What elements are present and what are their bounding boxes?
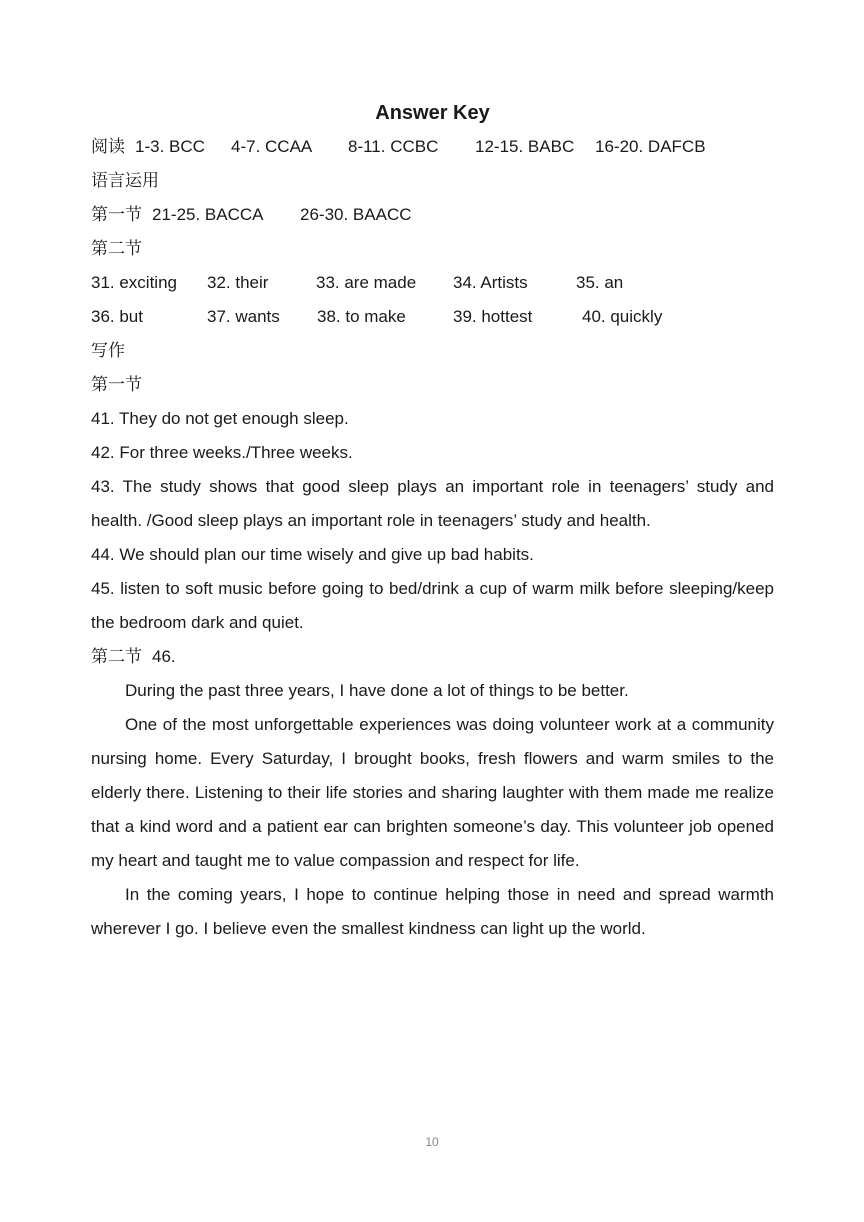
essay-paragraph-3: In the coming years, I hope to continue helping those in need and spread warmth wherever I go. I believe even the smallest kindness can light up the world.: [91, 885, 774, 938]
cloze-answer-33: 33. are made: [316, 273, 417, 292]
language-use-section1-line: [91, 198, 774, 232]
reading-answers-line: [91, 130, 774, 164]
cloze-answer-31: 31. exciting: [91, 273, 177, 292]
essay-paragraph-2: One of the most unforgettable experiences was doing volunteer work at a community nursing home. Every Saturday, I brought books, fresh flowers and warm smiles to the elderly there. Listening to their life stories and sharing laughter with them made me realize that a kind word and a patient ear can brighten someone’s day. This volunteer job opened my heart and taught me to value compassion and respect for life.: [91, 715, 774, 870]
language-use-answer-1: 21-25. BACCA: [152, 205, 264, 224]
answer-41: 41. They do not get enough sleep.: [91, 409, 349, 428]
writing-section1-label: 第一节: [91, 375, 142, 394]
answer-42: 42. For three weeks./Three weeks.: [91, 443, 353, 462]
answer-key-page: [91, 96, 774, 946]
language-use-heading: 语言运用: [91, 171, 159, 190]
cloze-answer-32: 32. their: [207, 273, 269, 292]
language-use-section1-label: 第一节: [91, 205, 142, 224]
cloze-answer-39: 39. hottest: [453, 307, 533, 326]
cloze-answer-35: 35. an: [576, 273, 624, 292]
reading-answer-3: 8-11. CCBC: [348, 137, 439, 156]
answer-44: 44. We should plan our time wisely and give up bad habits.: [91, 545, 534, 564]
cloze-answers-row-1: [91, 266, 774, 300]
reading-answer-1: 1-3. BCC: [135, 137, 205, 156]
page-title: Answer Key: [375, 102, 490, 124]
reading-answer-5: 16-20. DAFCB: [595, 137, 706, 156]
language-use-section2-label: 第二节: [91, 239, 142, 258]
cloze-answer-36: 36. but: [91, 307, 143, 326]
answer-43: 43. The study shows that good sleep plays an important role in teenagers’ study and health. /Good sleep plays an important role in teenagers’ study and health.: [91, 477, 774, 530]
essay-paragraph-1: During the past three years, I have done a lot of things to be better.: [125, 681, 629, 700]
writing-heading: 写作: [91, 341, 125, 360]
cloze-answer-38: 38. to make: [317, 307, 406, 326]
cloze-answer-37: 37. wants: [207, 307, 280, 326]
reading-answer-4: 12-15. BABC: [475, 137, 575, 156]
reading-answer-2: 4-7. CCAA: [231, 137, 313, 156]
essay-question-number: 46.: [152, 647, 176, 666]
cloze-answer-34: 34. Artists: [453, 273, 528, 292]
reading-label: 阅读: [91, 137, 125, 156]
cloze-answer-40: 40. quickly: [582, 307, 663, 326]
writing-section2-line: [91, 640, 774, 674]
answer-45: 45. listen to soft music before going to bed/drink a cup of warm milk before sleeping/keep the bedroom dark and quiet.: [91, 579, 774, 632]
cloze-answers-row-2: [91, 300, 774, 334]
page-number: 10: [425, 1135, 439, 1149]
language-use-answer-2: 26-30. BAACC: [300, 205, 412, 224]
writing-section2-label: 第二节: [91, 647, 142, 666]
